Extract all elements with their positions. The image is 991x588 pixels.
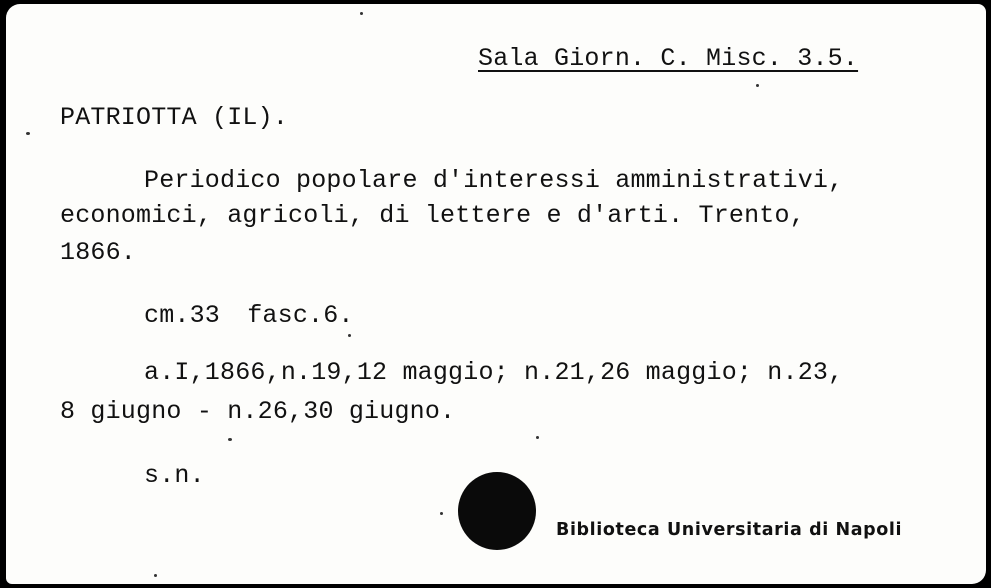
speck [26,132,30,135]
speck [536,436,539,439]
speck [228,438,232,441]
library-stamp-dot [458,472,536,550]
description-line: Periodico popolare d'interessi amministrativi, [144,166,844,195]
catalog-card [6,4,986,584]
speck [360,12,363,15]
publisher-note: s.n. [144,461,205,490]
description-line: 1866. [60,238,137,267]
holdings-line: 8 giugno - n.26,30 giugno. [60,397,456,426]
description-line: economici, agricoli, di lettere e d'arti. Trento, [60,201,805,230]
library-stamp: Biblioteca Universitaria di Napoli [556,520,903,540]
speck [348,334,351,337]
shelfmark: Sala Giorn. C. Misc. 3.5. [478,44,859,73]
speck [154,574,157,577]
physical-description: cm.33 fasc.6. [144,301,354,330]
speck [440,512,443,515]
title-heading: PATRIOTTA (IL). [60,103,289,132]
holdings-line: a.I,1866,n.19,12 maggio; n.21,26 maggio; n.23, [144,358,844,387]
speck [756,84,759,87]
